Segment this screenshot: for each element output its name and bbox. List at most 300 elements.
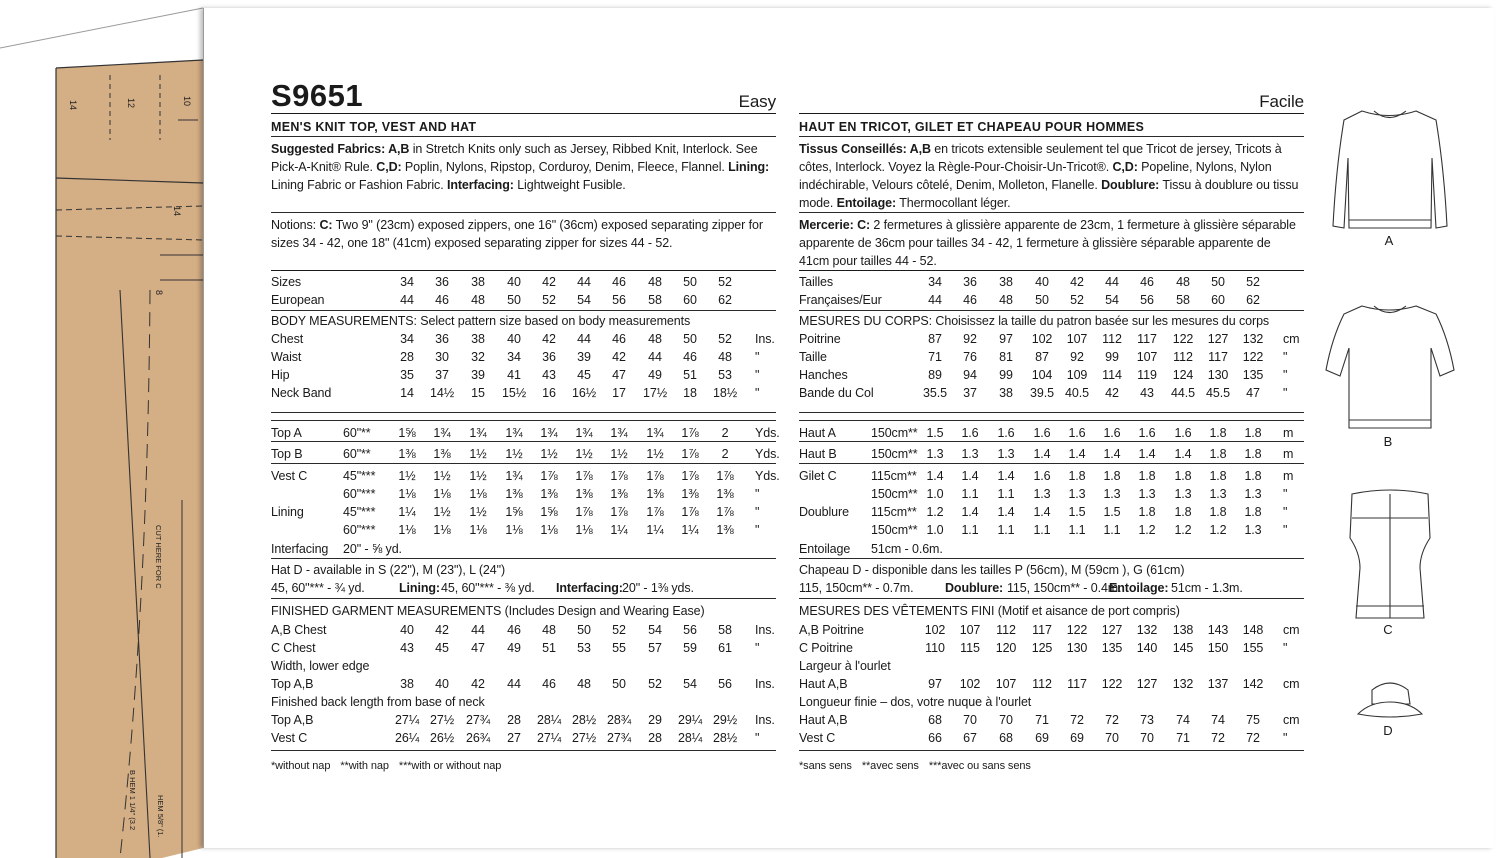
- yardage-row-value: 1.3: [1244, 523, 1262, 537]
- fabrics-text-1: in Stretch Knits only such as Jersey, Ribbed Knit, Interlock. See Pick-A-Knit® Rule.: [271, 142, 758, 174]
- yardage-row-label: Top A: [271, 426, 302, 440]
- yardage-row-width: 60"**: [343, 426, 371, 440]
- instruction-sheet: [203, 8, 1494, 848]
- body-row-value: 42: [612, 350, 626, 364]
- finished-width-top-value: 127: [1136, 677, 1158, 691]
- yardage-row-value: 1.5: [1103, 505, 1121, 519]
- finished-width-top-value: 42: [471, 677, 485, 691]
- yardage-row-value: 1.3: [961, 447, 979, 461]
- sizes-label: Sizes: [271, 275, 302, 289]
- body-row-value: 117: [1208, 350, 1228, 364]
- rule: [271, 270, 776, 271]
- body-row-value: 40.5: [1065, 386, 1089, 400]
- body-row-value: 48: [718, 350, 732, 364]
- size-value: 50: [683, 275, 697, 289]
- yardage-row-width: 115cm**: [871, 469, 917, 483]
- yardage-row-value: 1.8: [1244, 447, 1262, 461]
- width-lower-edge-label: Largeur à l'ourlet: [799, 659, 891, 673]
- finished-length-vest-value: 71: [1176, 731, 1190, 745]
- body-row-value: 38: [999, 386, 1013, 400]
- yardage-row-value: 1.4: [997, 469, 1015, 483]
- european-size-value: 44: [400, 293, 414, 307]
- body-row-value: 87: [928, 332, 942, 346]
- body-row-value: 45: [577, 368, 591, 382]
- body-row-value: 119: [1137, 368, 1157, 382]
- finished-ab-chest-value: 56: [683, 623, 697, 637]
- yardage-row-value: 1⅜: [681, 487, 699, 501]
- finished-width-top-value: 137: [1207, 677, 1229, 691]
- body-row-value: 44.5: [1171, 386, 1195, 400]
- yardage-row-label: Top B: [271, 447, 303, 461]
- finished-length-vest-value: 67: [963, 731, 977, 745]
- body-row-value: 135: [1242, 368, 1264, 382]
- yardage-row-value: 1.1: [961, 487, 979, 501]
- finished-length-vest-value: 70: [1140, 731, 1154, 745]
- yardage-row-value: 1⅞: [646, 469, 664, 483]
- finished-c-chest-value: 150: [1207, 641, 1229, 655]
- finished-c-chest-label: C Chest: [271, 641, 316, 655]
- body-row-value: 99: [1105, 350, 1119, 364]
- finished-ab-chest-value: 58: [718, 623, 732, 637]
- finished-width-top-value: 54: [683, 677, 697, 691]
- finished-ab-chest-value: 102: [924, 623, 946, 637]
- yardage-row-value: 1½: [433, 505, 451, 519]
- hat-lining-value: 45, 60"*** - ⅜ yd.: [441, 581, 535, 595]
- finished-length-vest-value: 68: [999, 731, 1013, 745]
- body-row-unit: ": [1283, 350, 1288, 364]
- body-row-value: 89: [928, 368, 942, 382]
- yardage-row-value: 1.2: [1174, 523, 1192, 537]
- yardage-row-value: 1¾: [610, 426, 628, 440]
- european-label: European: [271, 293, 325, 307]
- hat-interfacing-label: Entoilage:: [1109, 581, 1169, 595]
- finished-c-chest-unit: ": [755, 641, 760, 655]
- body-row-value: 28: [400, 350, 414, 364]
- yardage-row-value: 1.0: [926, 523, 944, 537]
- yardage-row-unit: ": [755, 505, 760, 519]
- yardage-row-value: 1.5: [1068, 505, 1086, 519]
- fabrics-text-3-fr: Tissu à doublure ou tissu mode.: [799, 178, 1299, 210]
- rule: [799, 750, 1304, 751]
- body-row-value: 92: [1070, 350, 1084, 364]
- european-size-value: 46: [963, 293, 977, 307]
- yardage-row-value: 1.8: [1209, 447, 1227, 461]
- size-value: 44: [1105, 275, 1119, 289]
- yardage-row-value: 1.4: [1103, 447, 1121, 461]
- yardage-row-unit: m: [1283, 469, 1294, 483]
- rule: [799, 113, 1304, 114]
- european-size-value: 62: [718, 293, 732, 307]
- finished-c-chest-value: 59: [683, 641, 697, 655]
- body-row-value: 114: [1102, 368, 1122, 382]
- finished-ab-chest-label: A,B Chest: [271, 623, 327, 637]
- yardage-row-value: 1.1: [1068, 523, 1086, 537]
- finished-ab-chest-value: 132: [1136, 623, 1158, 637]
- yardage-row-value: 1⅞: [716, 505, 734, 519]
- finished-ab-chest-value: 122: [1066, 623, 1088, 637]
- yardage-row-unit: m: [1283, 447, 1294, 461]
- size-value: 36: [435, 275, 449, 289]
- body-row-value: 99: [999, 368, 1013, 382]
- yardage-row-value: 1.3: [926, 447, 944, 461]
- hat-interfacing-label: Interfacing:: [556, 581, 623, 595]
- body-row-value: 35.5: [923, 386, 947, 400]
- finished-length-vest-label: Vest C: [799, 731, 836, 745]
- body-row-value: 46: [612, 332, 626, 346]
- finished-c-chest-value: 155: [1242, 641, 1264, 655]
- rule: [799, 136, 1304, 137]
- yardage-row-value: 1.8: [1209, 426, 1227, 440]
- notions-c-label: C:: [319, 218, 333, 232]
- yardage-row-value: 1¼: [398, 505, 416, 519]
- body-row-value: 130: [1207, 368, 1229, 382]
- yardage-row-value: 1.6: [1033, 426, 1051, 440]
- rule: [271, 441, 776, 442]
- yardage-row-value: 1.8: [1244, 469, 1262, 483]
- rule: [799, 441, 1304, 442]
- yardage-row-value: 1.1: [997, 487, 1015, 501]
- yardage-row-value: 1.2: [1209, 523, 1227, 537]
- body-row-value: 42: [542, 332, 556, 346]
- yardage-row-value: 1.1: [997, 523, 1015, 537]
- finished-c-chest-value: 115: [960, 641, 980, 655]
- body-row-value: 107: [1136, 350, 1158, 364]
- finished-length-top-value: 28: [507, 713, 521, 727]
- finished-length-top-value: 75: [1246, 713, 1260, 727]
- yardage-row-value: 1.4: [1033, 447, 1051, 461]
- tissue-mark-10: 10: [182, 96, 192, 107]
- yardage-row-label: Gilet C: [799, 469, 837, 483]
- yardage-row-value: 1.4: [961, 469, 979, 483]
- finished-ab-chest-value: 40: [400, 623, 414, 637]
- european-label: Françaises/Eur: [799, 293, 882, 307]
- finished-c-chest-label: C Poitrine: [799, 641, 853, 655]
- finished-c-chest-value: 120: [995, 641, 1017, 655]
- yardage-row-unit: ": [755, 487, 760, 501]
- size-value: 34: [928, 275, 942, 289]
- yardage-row-value: 1¾: [646, 426, 664, 440]
- finished-ab-chest-unit: Ins.: [755, 623, 775, 637]
- finished-length-vest-value: 69: [1035, 731, 1049, 745]
- finished-ab-chest-value: 50: [577, 623, 591, 637]
- finished-ab-chest-value: 112: [996, 623, 1016, 637]
- yardage-row-value: 1.8: [1244, 505, 1262, 519]
- finished-width-top-value: 48: [577, 677, 591, 691]
- pattern-title-fr: HAUT EN TRICOT, GILET ET CHAPEAU POUR HOMMES: [799, 120, 1145, 134]
- back-length-label: Longueur finie – dos, votre nuque à l'ourlet: [799, 695, 1032, 709]
- finished-c-chest-value: 45: [435, 641, 449, 655]
- body-row-unit: ": [1283, 368, 1288, 382]
- footnote: **avec sens: [861, 760, 919, 772]
- rule: [799, 310, 1304, 311]
- yardage-row-value: 1.3: [1068, 487, 1086, 501]
- finished-width-top-label: Haut A,B: [799, 677, 848, 691]
- yardage-row-value: 1⅞: [540, 469, 558, 483]
- body-row-unit: ": [755, 350, 760, 364]
- yardage-row-value: 1.6: [1068, 426, 1086, 440]
- finished-length-vest-value: 66: [928, 731, 942, 745]
- size-value: 44: [577, 275, 591, 289]
- yardage-row-value: 1⅜: [646, 487, 664, 501]
- yardage-row-width: 150cm**: [871, 523, 918, 537]
- body-row-value: 14: [400, 386, 414, 400]
- european-size-value: 54: [1105, 293, 1119, 307]
- european-size-value: 50: [1035, 293, 1049, 307]
- view-b-sketch: [1326, 306, 1454, 428]
- fabrics-interfacing-label: Interfacing:: [446, 178, 514, 192]
- finished-width-top-value: 46: [542, 677, 556, 691]
- yardage-row-value: 1⅞: [716, 469, 734, 483]
- body-row-value: 37: [435, 368, 449, 382]
- finished-ab-chest-value: 42: [435, 623, 449, 637]
- european-size-value: 56: [612, 293, 626, 307]
- body-row-value: 76: [963, 350, 977, 364]
- width-lower-edge-label: Width, lower edge: [271, 659, 370, 673]
- yardage-row-value: 1.6: [961, 426, 979, 440]
- finished-length-vest-value: 72: [1211, 731, 1225, 745]
- body-row-value: 38: [471, 332, 485, 346]
- european-size-value: 60: [1211, 293, 1225, 307]
- view-a-sketch: [1333, 111, 1447, 228]
- yardage-row-value: 1⅞: [681, 469, 699, 483]
- garment-sketches: [1314, 8, 1484, 848]
- finished-length-top-value: 27¼: [394, 713, 420, 727]
- finished-ab-chest-value: 107: [959, 623, 981, 637]
- body-row-value: 43: [1140, 386, 1154, 400]
- body-row-value: 16½: [571, 386, 597, 400]
- body-row-label: Neck Band: [271, 386, 332, 400]
- finished-c-chest-value: 140: [1136, 641, 1158, 655]
- finished-length-top-value: 29½: [712, 713, 738, 727]
- yardage-row-unit: m: [1283, 426, 1294, 440]
- yardage-row-value: 1⅜: [716, 487, 734, 501]
- tissue-mark-14a: 14: [68, 100, 78, 111]
- yardage-row-value: 1⅝: [540, 505, 558, 519]
- hat-yardage: 115, 150cm** - 0.7m.: [799, 581, 914, 595]
- yardage-row-value: 1.8: [1103, 469, 1121, 483]
- hat-interfacing-value: 51cm - 1.3m.: [1171, 581, 1243, 595]
- yardage-row-value: 1.5: [926, 426, 944, 440]
- finished-width-top-value: 44: [507, 677, 521, 691]
- difficulty-level: Easy: [738, 92, 776, 111]
- yardage-row-value: 1.2: [1138, 523, 1156, 537]
- yardage-row-value: 1.1: [1103, 523, 1121, 537]
- size-value: 52: [1246, 275, 1260, 289]
- finished-length-top-value: 72: [1070, 713, 1084, 727]
- yardage-row-value: 1⅜: [398, 447, 416, 461]
- yardage-row-value: 2: [721, 426, 729, 440]
- yardage-row-value: 1.8: [1174, 505, 1192, 519]
- finished-length-vest-unit: ": [1283, 731, 1288, 745]
- body-row-value: 14½: [429, 386, 455, 400]
- interfacing-row-value: 20" - ⅝ yd.: [343, 542, 402, 556]
- body-row-value: 44: [648, 350, 662, 364]
- yardage-row-value: 2: [721, 447, 729, 461]
- finished-width-top-value: 107: [995, 677, 1017, 691]
- body-row-value: 52: [718, 332, 732, 346]
- body-row-value: 49: [648, 368, 662, 382]
- body-row-value: 16: [542, 386, 556, 400]
- fabrics-label: Suggested Fabrics: A,B: [271, 142, 410, 156]
- hat-line: Chapeau D - disponible dans les tailles P (56cm), M (59cm ), G (61cm): [799, 563, 1185, 577]
- rule: [271, 598, 776, 599]
- european-size-value: 58: [1176, 293, 1190, 307]
- rule: [271, 558, 776, 559]
- body-row-unit: Ins.: [755, 332, 775, 346]
- body-row-value: 35: [400, 368, 414, 382]
- yardage-row-width: 150cm**: [871, 426, 918, 440]
- finished-length-top-value: 72: [1105, 713, 1119, 727]
- interfacing-row-value: 51cm - 0.6m.: [871, 542, 943, 556]
- body-row-value: 50: [683, 332, 697, 346]
- finished-ab-chest-label: A,B Poitrine: [799, 623, 864, 637]
- body-row-value: 107: [1066, 332, 1088, 346]
- yardage-row-value: 1⅞: [681, 447, 699, 461]
- finished-heading: MESURES DES VÊTEMENTS FINI (Motif et aisance de port compris): [799, 604, 1180, 618]
- yardage-row-value: 1⅜: [610, 487, 628, 501]
- body-row-value: 18½: [712, 386, 738, 400]
- yardage-row-value: 1½: [469, 505, 487, 519]
- view-c-label: C: [1383, 622, 1393, 637]
- body-row-value: 53: [718, 368, 732, 382]
- notions: [271, 216, 776, 252]
- finished-width-top-unit: cm: [1283, 677, 1300, 691]
- yardage-row-value: 1⅞: [681, 426, 699, 440]
- finished-width-top-label: Top A,B: [271, 677, 314, 691]
- sizes-label: Tailles: [799, 275, 834, 289]
- body-row-value: 87: [1035, 350, 1049, 364]
- finished-length-vest-value: 69: [1070, 731, 1084, 745]
- finished-c-chest-value: 130: [1066, 641, 1088, 655]
- yardage-row-value: 1½: [398, 469, 416, 483]
- finished-width-top-value: 97: [928, 677, 942, 691]
- fabrics-interfacing-label-fr: Entoilage:: [836, 196, 897, 210]
- tissue-hem-label: HEM 5/8" (1.: [156, 795, 165, 838]
- yardage-row-value: 1⅞: [575, 505, 593, 519]
- finished-c-chest-unit: ": [1283, 641, 1288, 655]
- yardage-row-value: 1.4: [961, 505, 979, 519]
- finished-length-top-value: 73: [1140, 713, 1154, 727]
- yardage-row-value: 1¼: [646, 523, 664, 537]
- yardage-row-value: 1.3: [1033, 487, 1051, 501]
- yardage-row-value: 1.3: [1209, 487, 1227, 501]
- rule: [799, 463, 1304, 464]
- yardage-row-value: 1.4: [1033, 505, 1051, 519]
- yardage-row-value: 1.0: [926, 487, 944, 501]
- difficulty-level-fr: Facile: [1259, 92, 1304, 111]
- yardage-row-value: 1½: [610, 447, 628, 461]
- tissue-mark-14b: 14: [172, 206, 182, 217]
- body-row-value: 122: [1172, 332, 1194, 346]
- finished-c-chest-value: 61: [718, 641, 732, 655]
- finished-length-top-value: 29¼: [677, 713, 703, 727]
- notions-text: Two 9" (23cm) exposed zippers, one 16" (36cm) exposed separating zipper for sizes 34 - 42, one 18" (41cm) exposed separating zipper for sizes 44 - 52.: [271, 218, 763, 250]
- finished-width-top-unit: Ins.: [755, 677, 775, 691]
- finished-width-top-value: 52: [648, 677, 662, 691]
- yardage-row-value: 1⅞: [610, 505, 628, 519]
- finished-length-top-value: 71: [1035, 713, 1049, 727]
- finished-c-chest-value: 53: [577, 641, 591, 655]
- yardage-row-value: 1⅛: [540, 523, 558, 537]
- finished-length-top-label: Haut A,B: [799, 713, 848, 727]
- yardage-row-value: 1.6: [1103, 426, 1121, 440]
- yardage-row-value: 1⅜: [716, 523, 734, 537]
- yardage-row-value: 1¼: [681, 523, 699, 537]
- yardage-row-unit: Yds.: [755, 426, 780, 440]
- body-row-value: 109: [1066, 368, 1088, 382]
- notions-label: Notions:: [271, 218, 317, 232]
- footnote: *sans sens: [799, 760, 852, 772]
- body-row-value: 34: [400, 332, 414, 346]
- yardage-row-value: 1.8: [1209, 469, 1227, 483]
- finished-width-top-value: 40: [435, 677, 449, 691]
- body-row-value: 17: [612, 386, 626, 400]
- hat-lining-value: 115, 150cm** - 0.4m.: [1007, 581, 1122, 595]
- finished-length-top-value: 27½: [429, 713, 455, 727]
- fabrics-lining-label: Lining:: [728, 160, 770, 174]
- footnotes: [799, 757, 1041, 775]
- finished-length-vest-unit: ": [755, 731, 760, 745]
- yardage-row-value: 1¾: [469, 426, 487, 440]
- yardage-row-unit: ": [1283, 523, 1288, 537]
- european-size-value: 48: [999, 293, 1013, 307]
- finished-length-vest-value: 26¼: [394, 731, 420, 745]
- footnote: ***avec ou sans sens: [928, 760, 1031, 772]
- finished-length-top-value: 70: [963, 713, 977, 727]
- size-value: 36: [963, 275, 977, 289]
- fabrics-cd-label: C,D:: [376, 160, 402, 174]
- notions-label-fr: Mercerie:: [799, 218, 854, 232]
- yardage-row-value: 1.1: [961, 523, 979, 537]
- yardage-row-value: 1.1: [1033, 523, 1051, 537]
- yardage-row-value: 1.4: [997, 505, 1015, 519]
- tissue-mark-12: 12: [126, 98, 136, 109]
- suggested-fabrics: [271, 140, 776, 194]
- hat-yardage: 45, 60"*** - ¾ yd.: [271, 581, 365, 595]
- yardage-row-label: Doublure: [799, 505, 849, 519]
- finished-c-chest-value: 125: [1031, 641, 1053, 655]
- view-b-label: B: [1383, 434, 1393, 449]
- finished-c-chest-value: 51: [542, 641, 556, 655]
- yardage-row-width: 45"***: [343, 469, 376, 483]
- body-row-value: 39: [471, 368, 485, 382]
- yardage-row-value: 1½: [469, 447, 487, 461]
- finished-length-top-value: 27¾: [465, 713, 491, 727]
- body-row-label: Hanches: [799, 368, 848, 382]
- finished-width-top-value: 112: [1032, 677, 1052, 691]
- body-row-value: 18: [683, 386, 697, 400]
- finished-width-top-value: 102: [959, 677, 981, 691]
- hat-line: Hat D - available in S (22"), M (23"), L (24"): [271, 563, 506, 577]
- yardage-row-value: 1.8: [1209, 505, 1227, 519]
- pattern-number: S9651: [271, 78, 364, 113]
- fabrics-text-4: Lightweight Fusible.: [513, 178, 626, 192]
- size-value: 38: [471, 275, 485, 289]
- yardage-row-value: 1⅞: [646, 505, 664, 519]
- yardage-row-value: 1⅜: [540, 487, 558, 501]
- size-value: 48: [648, 275, 662, 289]
- finished-c-chest-value: 135: [1101, 641, 1123, 655]
- yardage-row-value: 1.4: [1138, 447, 1156, 461]
- finished-length-vest-value: 27: [507, 731, 521, 745]
- size-value: 52: [718, 275, 732, 289]
- size-value: 38: [999, 275, 1013, 289]
- rule: [271, 136, 776, 137]
- body-row-value: 132: [1242, 332, 1264, 346]
- finished-ab-chest-value: 138: [1172, 623, 1194, 637]
- yardage-row-value: 1.3: [1244, 487, 1262, 501]
- notions-c-label-fr: C:: [857, 218, 871, 232]
